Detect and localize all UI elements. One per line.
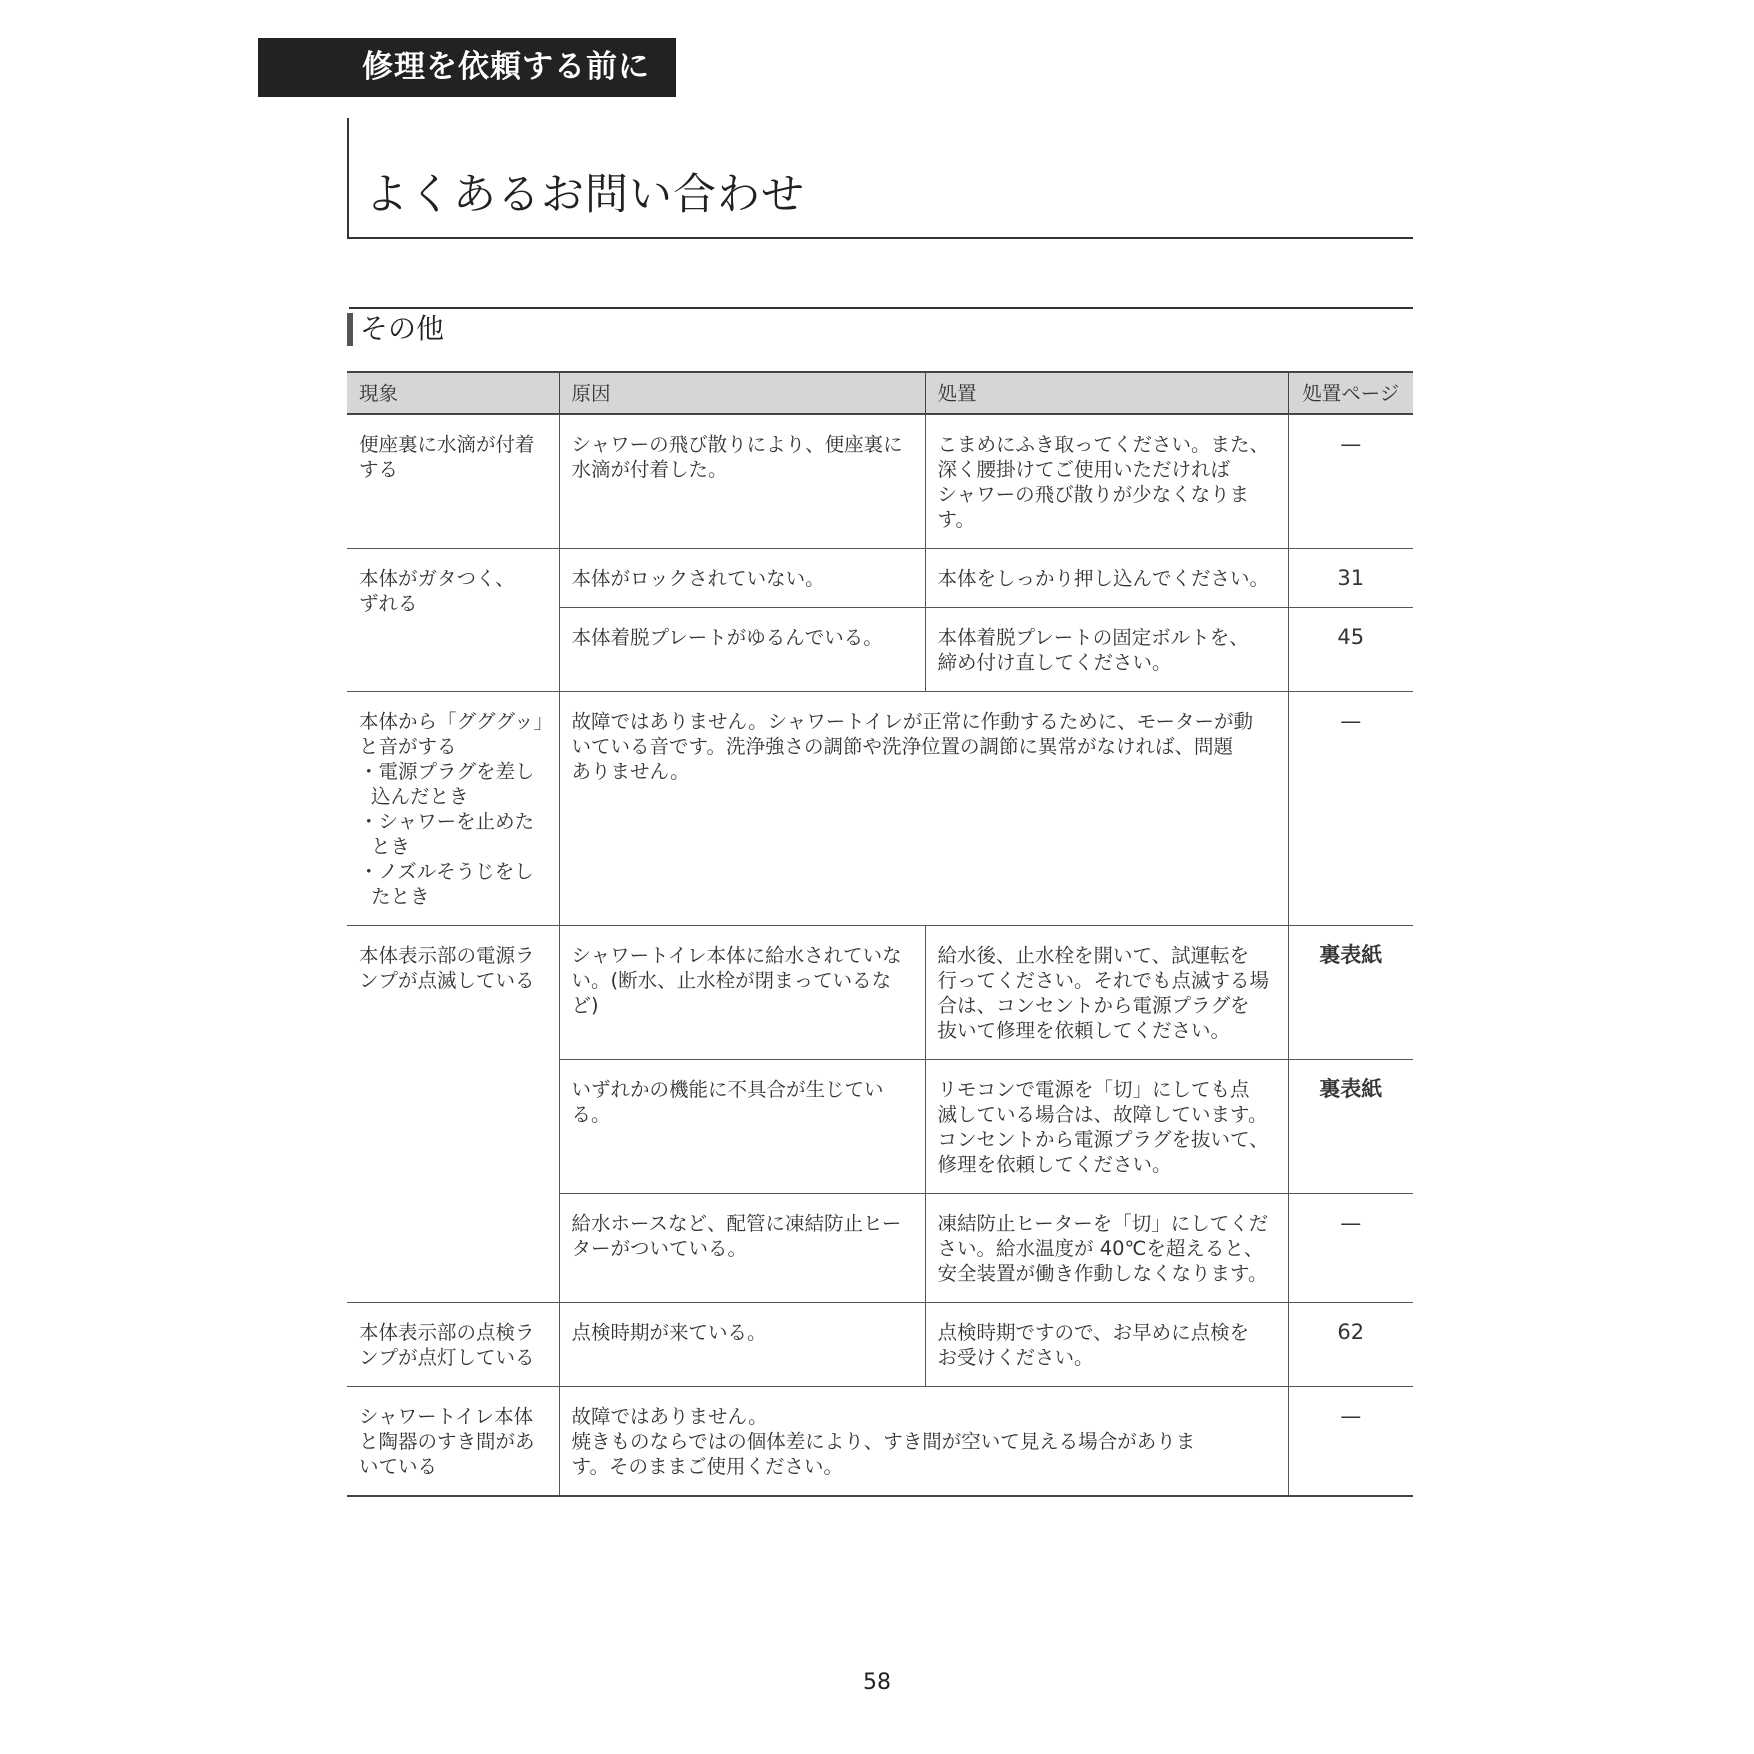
header-cause: 原因 [559,372,925,414]
table-row [347,549,1413,608]
symptom-cell: 本体表示部の電源ラ ンプが点滅している [347,926,559,1303]
table-row [347,926,1413,1060]
section-divider [349,307,1413,309]
section-marker [347,313,353,346]
section-title: その他 [360,312,445,345]
table-row [347,692,1413,926]
cause-cell: 点検時期が来ている。 [559,1303,925,1387]
symptom-cell: シャワートイレ本体 と陶器のすき間があ いている [347,1387,559,1497]
action-cell: 本体をしっかり押し込んでください。 [925,549,1288,608]
action-cell: リモコンで電源を「切」にしても点 滅している場合は、故障しています。 コンセントから電源プラグを抜いて、 修理を依頼してください。 [925,1060,1288,1194]
cause-cell: シャワートイレ本体に給水されていな い。(断水、止水栓が閉まっているな ど) [559,926,925,1060]
merged-cause-action-cell: 故障ではありません。 焼きものならではの個体差により、すき間が空いて見える場合がありま す。そのままご使用ください。 [559,1387,1288,1497]
symptom-cell: 本体がガタつく、 ずれる [347,549,559,692]
cause-cell: シャワーの飛び散りにより、便座裏に 水滴が付着した。 [559,414,925,549]
page-ref-cell: — [1288,1194,1413,1303]
page-ref-cell: 45 [1288,608,1413,692]
page-title: よくあるお問い合わせ [365,170,805,220]
action-cell: こまめにふき取ってください。また、 深く腰掛けてご使用いただければ シャワーの飛び散りが少なくなりま す。 [925,414,1288,549]
cause-cell: いずれかの機能に不具合が生じてい る。 [559,1060,925,1194]
symptom-cell: 本体から「グググッ」 と音がする ・電源プラグを差し込んだとき ・シャワーを止めたとき ・ノズルそうじをしたとき [347,692,559,926]
cause-cell: 本体がロックされていない。 [559,549,925,608]
cause-cell: 給水ホースなど、配管に凍結防止ヒー ターがついている。 [559,1194,925,1303]
page-title-block [347,118,1413,239]
symptom-cell: 本体表示部の点検ラ ンプが点灯している [347,1303,559,1387]
action-cell: 本体着脱プレートの固定ボルトを、 締め付け直してください。 [925,608,1288,692]
chapter-header [258,38,676,97]
table-header-row [347,372,1413,414]
page-ref-cell: 裏表紙 [1288,926,1413,1060]
chapter-title: 修理を依頼する前に [362,49,650,85]
action-cell: 給水後、止水栓を開いて、試運転を 行ってください。それでも点滅する場 合は、コンセントから電源プラグを 抜いて修理を依頼してください。 [925,926,1288,1060]
merged-cause-action-cell: 故障ではありません。シャワートイレが正常に作動するために、モーターが動 いている音です。洗浄強さの調節や洗浄位置の調節に異常がなければ、問題 ありません。 [559,692,1288,926]
page-ref-cell: 62 [1288,1303,1413,1387]
table-row [347,414,1413,549]
header-page: 処置ページ [1288,372,1413,414]
page-number: 58 [863,1670,891,1695]
page-ref-cell: — [1288,692,1413,926]
page-ref-cell: 裏表紙 [1288,1060,1413,1194]
table-row [347,1387,1413,1497]
faq-table [347,371,1413,1497]
page-ref-cell: 31 [1288,549,1413,608]
cause-cell: 本体着脱プレートがゆるんでいる。 [559,608,925,692]
symptom-cell: 便座裏に水滴が付着 する [347,414,559,549]
table-row [347,1303,1413,1387]
page-ref-cell: — [1288,414,1413,549]
header-action: 処置 [925,372,1288,414]
page-ref-cell: — [1288,1387,1413,1497]
header-symptom: 現象 [347,372,559,414]
action-cell: 点検時期ですので、お早めに点検を お受けください。 [925,1303,1288,1387]
action-cell: 凍結防止ヒーターを「切」にしてくだ さい。給水温度が 40℃を超えると、 安全装置が働き作動しなくなります。 [925,1194,1288,1303]
